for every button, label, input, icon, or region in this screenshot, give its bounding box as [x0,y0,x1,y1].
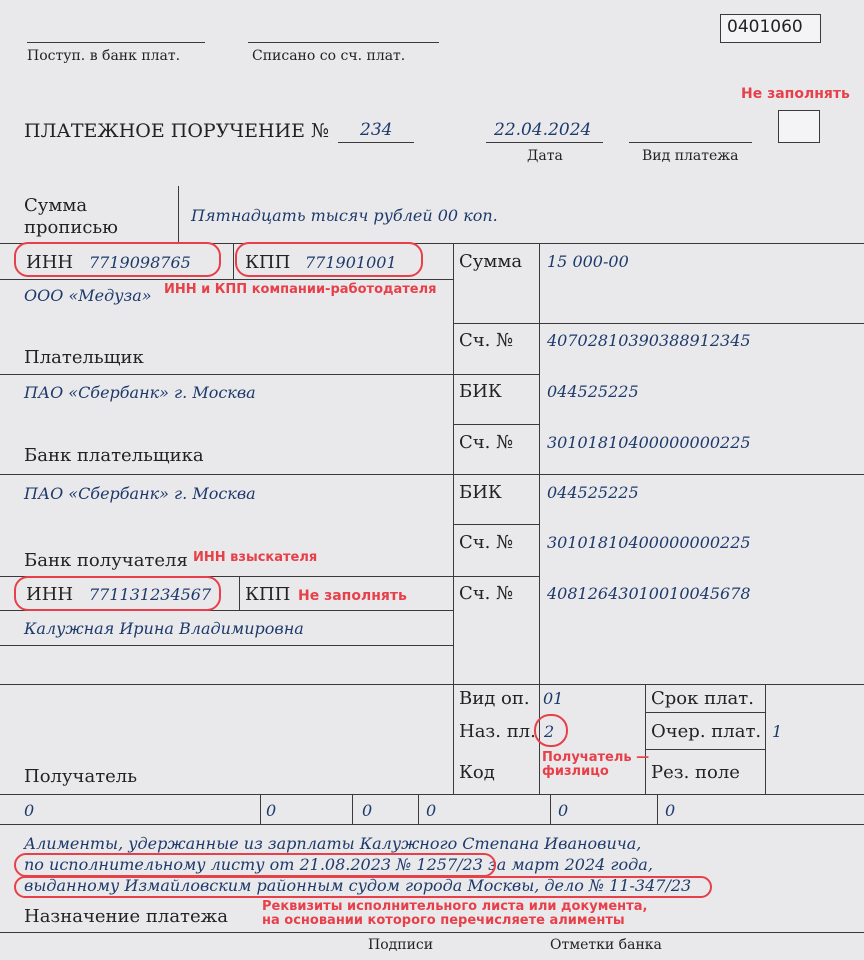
purpose-label: Назначение платежа [24,906,228,927]
payment-type-label: Вид платежа [642,148,739,164]
debited-line [248,42,439,43]
recipient-account: 40812643010010045678 [547,584,751,603]
recipient-bank-name: ПАО «Сбербанк» г. Москва [24,484,256,503]
purpose-line-1: Алименты, удержанные из зарплаты Калужного Степана Ивановича, [24,834,642,853]
amount-words-divider [178,186,179,243]
codes-vline-453 [453,684,454,794]
payer-inn-label: ИНН [26,252,74,273]
recipient-inn: 771131234567 [89,585,212,604]
amount-words-value: Пятнадцать тысяч рублей 00 коп. [191,206,498,225]
recipient-corr-label: Сч. № [459,532,514,553]
purpose-code: 2 [544,722,555,741]
payer-name: ООО «Медуза» [24,286,152,305]
amount-value: 15 000-00 [547,252,629,271]
tax-field-5: 0 [558,801,569,820]
reserve-label: Рез. поле [651,762,740,783]
purpose-note-2: на основании которого перечисляете алименты [262,913,625,928]
payer-inn-kpp-divider [233,243,234,279]
recipient-inn-highlight [14,576,221,611]
number-line [338,142,414,143]
recipient-name-line [0,645,453,646]
payer-bank-row-line [0,474,864,475]
payer-bank-name: ПАО «Сбербанк» г. Москва [24,383,256,402]
recipient-inn-kpp-divider [239,576,240,610]
op-type: 01 [543,689,564,708]
tax-field-2: 0 [266,801,277,820]
priority: 1 [772,722,783,741]
payer-row-line [0,374,539,375]
purpose-note-1: Реквизиты исполнительного листа или документа, [262,899,648,914]
not-fill-top-note: Не заполнять [741,86,850,102]
payer-account-label: Сч. № [459,330,514,351]
payer-kpp-label: КПП [245,252,291,273]
recipient-corr: 30101810400000000225 [547,533,751,552]
tax-vline-1 [260,794,261,824]
debited-label: Списано со сч. плат. [252,48,406,64]
amount-label: Сумма [459,251,523,272]
recipient-individual-note-1: Получатель — [542,750,650,765]
payer-bik-line [453,424,539,425]
tax-field-4: 0 [426,801,437,820]
tax-vline-4 [550,794,551,824]
court-case-highlight [14,876,712,898]
payer-inn-highlight [14,242,221,277]
amount-row-line [453,323,864,324]
payer-corr: 30101810400000000225 [547,433,751,452]
payment-type-box [778,110,820,143]
page-title: ПЛАТЕЖНОЕ ПОРУЧЕНИЕ № [24,120,330,142]
recipient-bik-line [453,524,539,525]
tax-vline-5 [657,794,658,824]
date-label: Дата [527,148,563,164]
received-label: Поступ. в банк плат. [27,48,181,64]
recipient-account-label: Сч. № [459,583,514,604]
recipient-inn-note: ИНН взыскателя [193,550,318,565]
recipient-bik: 044525225 [547,483,639,502]
payer-corr-label: Сч. № [459,432,514,453]
purpose-bottom-line [0,932,864,933]
codes-vline-645 [645,684,646,794]
recipient-individual-note-2: физлицо [542,764,609,779]
payer-bik: 044525225 [547,382,639,401]
tax-field-3: 0 [362,801,373,820]
form-code: 0401060 [727,17,803,37]
code-label: Код [459,762,495,783]
recipient-kpp-label: КПП [245,584,291,605]
recipient-bik-label: БИК [459,482,502,503]
purpose-line-3: выданному Измайловским районным судом города Москвы, дело № 11-347/23 [24,876,692,895]
payer-bik-label: БИК [459,381,502,402]
payer-account: 40702810390388912345 [547,331,751,350]
recipient-label: Получатель [24,766,138,787]
date-line [486,142,603,143]
order-date: 22.04.2024 [494,120,592,140]
payment-type-line [629,142,752,143]
received-line [27,42,205,43]
purpose-line-2: по исполнительному листу от 21.08.2023 № 1257/23 за март 2024 года, [24,855,653,874]
order-number: 234 [360,120,393,140]
term-label: Срок плат. [651,688,754,709]
priority-label: Очер. плат. [651,721,762,742]
purpose-code-label: Наз. пл. [459,721,536,742]
signatures-label: Подписи [368,937,434,953]
op-type-label: Вид оп. [459,688,530,709]
payer-inn-kpp-note: ИНН и КПП компании-работодателя [164,282,437,297]
tax-bottom-line [0,824,864,825]
grid-vline-539 [539,243,540,684]
payer-inn-line [0,279,453,280]
tax-vline-2 [352,794,353,824]
recipient-bank-label: Банк получателя [24,550,188,571]
payer-kpp: 771901001 [305,253,397,272]
purpose-code-highlight [534,714,568,747]
payer-bank-label: Банк плательщика [24,445,204,466]
recipient-kpp-note: Не заполнять [298,588,407,604]
amount-words-label: Сумма прописью [24,195,118,238]
payer-inn: 7719098765 [89,253,191,272]
writ-number-highlight [14,853,496,877]
codes-row-line-2 [645,749,765,750]
payer-kpp-highlight [235,242,423,277]
codes-row-line-1 [645,712,765,713]
tax-field-6: 0 [665,801,676,820]
recipient-inn-label: ИНН [26,584,74,605]
tax-field-1: 0 [24,801,35,820]
codes-top-line [0,684,864,685]
codes-vline-765 [765,684,766,794]
tax-top-line [0,794,864,795]
bank-marks-label: Отметки банка [550,937,662,953]
recipient-name: Калужная Ирина Владимировна [24,619,304,638]
grid-vline-453 [453,243,454,684]
payer-label: Плательщик [24,347,144,368]
tax-vline-3 [418,794,419,824]
